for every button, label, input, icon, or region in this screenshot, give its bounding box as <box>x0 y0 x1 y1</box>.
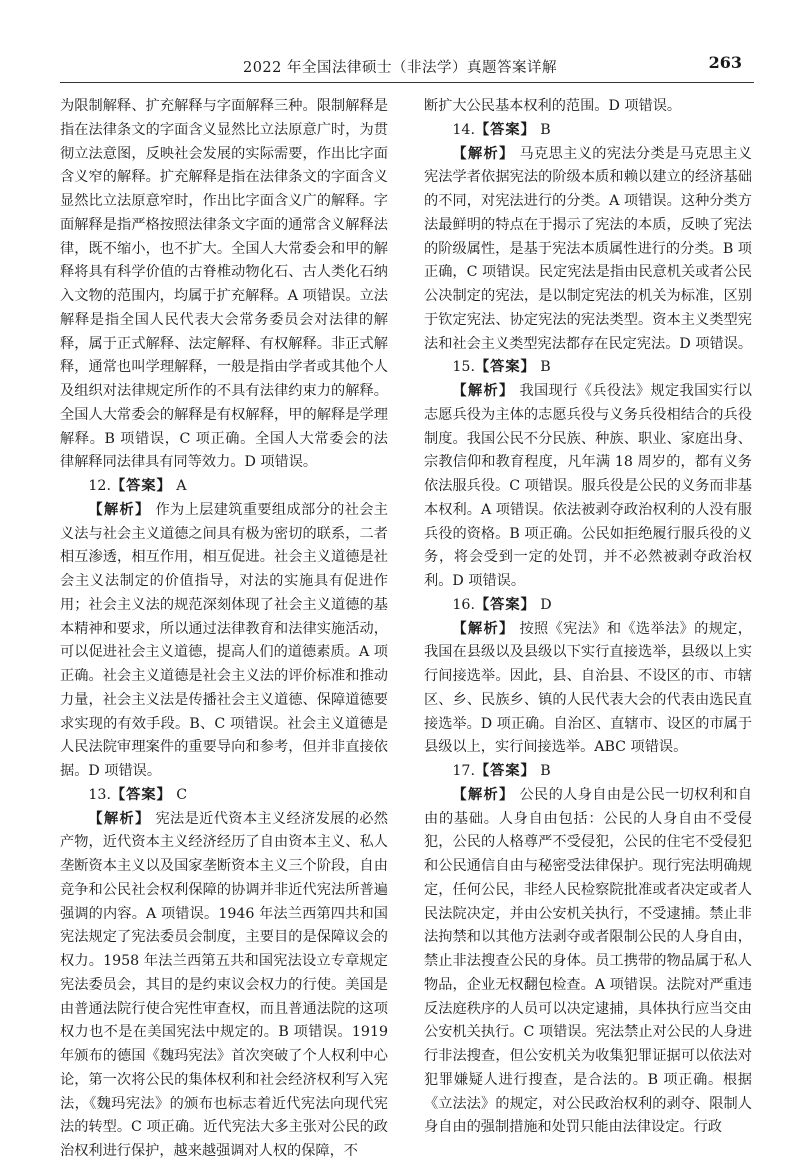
answer-line: 13.【答案】 C <box>88 786 188 803</box>
paragraph <box>424 95 752 119</box>
analysis-tag: 【解析】 <box>452 786 515 803</box>
answer-line: 17.【答案】 B <box>452 763 551 779</box>
page-header <box>0 0 800 80</box>
analysis-paragraph <box>424 618 752 761</box>
analysis-tag: 【解析】 <box>88 501 151 518</box>
answer-line: 15.【答案】 B <box>452 359 551 376</box>
analysis-paragraph <box>60 808 388 1164</box>
analysis-tag: 【解析】 <box>452 145 515 162</box>
paragraph <box>60 95 388 475</box>
answer-line: 14.【答案】 B <box>452 121 551 138</box>
analysis-text: 按照《宪法》和《选举法》的规定，我国在县级以及县级以下实行直接选举，县级以上实行间接选举。因此，县、自治县、不设区的市、市辖区、乡、民族乡、镇的人民代表大会的代表由选民直接选举。D 项正确。自治区、直辖市、设区的市属于县级以上，实行间接选举。ABC 项错误。 <box>424 620 753 756</box>
answer-tag: 【答案】 <box>110 478 172 494</box>
answer-tag: 【答案】 <box>474 121 536 138</box>
answer-tag: 【答案】 <box>474 763 536 779</box>
answer-value: B <box>540 121 551 138</box>
answer-value: A <box>176 478 187 494</box>
analysis-paragraph <box>424 380 752 594</box>
analysis-text: 我国现行《兵役法》规定我国实行以志愿兵役为主体的志愿兵役与义务兵役相结合的兵役制度。我国公民不分民族、种族、职业、家庭出身、宗教信仰和教育程度，凡年满 18 周岁的，都有义务依法服兵役。C 项错误。服兵役是公民的义务而非基本权利。A 项错误。依法被剥夺政治权利的人没有服兵役的资格。B 项正确。公民如拒绝履行服兵役的义务，将会受到一定的处罚，并不必然被剥夺政治权利。D 项错误。 <box>424 383 752 589</box>
answer-value: D <box>540 596 552 613</box>
left-column <box>60 95 388 1159</box>
answer-value: B <box>540 763 551 779</box>
paragraph-text: 为限制解释、扩充解释与字面解释三种。限制解释是指在法律条文的字面含义显然比立法原意广时，为贯彻立法意图，反映社会发展的实际需要，作出比字面含义窄的解释。扩充解释是指在法律条文的字面含义显然比立法原意窄时，作出比字面含义广的解释。字面解释是指严格按照法律条文字面的通常含义解释法律，既不缩小，也不扩大。全国人大常委会和甲的解释将具有科学价值的古脊椎动物化石、古人类化石纳入文物的范围内，均属于扩充解释。A 项错误。立法解释是指全国人民代表大会常务委员会对法律的解释，属于正式解释、法定解释、有权解释。非正式解释，通常也叫学理解释，一般是指由学者或其他个人及组织对法律规定所作的不具有法律约束力的解释。全国人大常委会的解释是有权解释，甲的解释是学理解释。B 项错误，C 项正确。全国人大常委会的法律解释同法律具有同等效力。D 项错误。 <box>60 98 388 471</box>
page-number: 263 <box>708 53 742 72</box>
right-column <box>424 95 752 1145</box>
header-rule <box>60 82 754 83</box>
answer-line: 16.【答案】 D <box>452 596 552 613</box>
analysis-paragraph <box>60 499 388 784</box>
answer-value: B <box>540 359 551 376</box>
analysis-text: 马克思主义的宪法分类是马克思主义宪法学者依据宪法的阶级本质和赖以建立的经济基础的不同，对宪法进行的分类。A 项错误。这种分类方法最鲜明的特点在于揭示了宪法的本质，反映了宪法的阶级属性，是基于宪法本质属性进行的分类。B 项正确，C 项错误。民定宪法是指由民意机关或者公民公决制定的宪法，是以制定宪法的机关为标准，区别于钦定宪法、协定宪法的宪法类型。资本主义类型宪法和社会主义类型宪法都存在民定宪法。D 项错误。 <box>424 145 753 352</box>
answer-value: C <box>176 786 188 803</box>
answer-tag: 【答案】 <box>110 786 172 803</box>
analysis-text: 宪法是近代资本主义经济发展的必然产物，近代资本主义经济经历了自由资本主义、私人垄断资本主义以及国家垄断资本主义三个阶段，自由竞争和公民社会权利保障的协调并非近代宪法所普遍强调的内容。A 项错误。1946 年法兰西第四共和国宪法规定了宪法委员会制度，主要目的是保障议会的权力。1958 年法兰西第五共和国宪法设立专章规定宪法委员会，其目的是约束议会权力的行使。美国是由普通法院行使合宪性审查权，而且普通法院的这项权力也不是在美国宪法中规定的。B 项错误。1919 年颁布的德国《魏玛宪法》首次突破了个人权利中心论，第一次将公民的集体权利和社会经济权利写入宪法，《魏玛宪法》的颁布也标志着近代宪法向现代宪法的转型。C 项正确。近代宪法大多主张对公民的政治权利进行保护，越来越强调对人权的保障，不 <box>60 810 388 1159</box>
analysis-text: 公民的人身自由是公民一切权利和自由的基础。人身自由包括：公民的人身自由不受侵犯，公民的人格尊严不受侵犯，公民的住宅不受侵犯和公民通信自由与秘密受法律保护。现行宪法明确规定，任何公民，非经人民检察院批准或者决定或者人民法院决定，并由公安机关执行，不受逮捕。禁止非法拘禁和以其他方法剥夺或者限制公民的人身自由，禁止非法搜查公民的身体。员工携带的物品属于私人物品，企业无权翻包检查。A 项错误。法院对严重违反法庭秩序的人员可以决定逮捕，具体执行应当交由公安机关执行。C 项错误。宪法禁止对公民的人身进行非法搜查，但公安机关为收集犯罪证据可以依法对犯罪嫌疑人进行搜查，是合法的。B 项正确。根据《立法法》的规定，对公民政治权利的剥夺、限制人身自由的强制措施和处罚只能由法律设定。行政 <box>424 786 752 1136</box>
answer-tag: 【答案】 <box>474 596 536 613</box>
analysis-tag: 【解析】 <box>452 383 515 399</box>
answer-line: 12.【答案】 A <box>88 478 187 494</box>
analysis-tag: 【解析】 <box>452 620 515 637</box>
analysis-paragraph <box>424 143 752 357</box>
answer-tag: 【答案】 <box>474 359 536 376</box>
analysis-tag: 【解析】 <box>88 810 151 827</box>
paragraph-text: 断扩大公民基本权利的范围。D 项错误。 <box>424 98 682 114</box>
analysis-text: 作为上层建筑重要组成部分的社会主义法与社会主义道德之间具有极为密切的联系，二者相互渗透，相互作用，相互促进。社会主义道德是社会主义法制定的价值指导，对法的实施具有促进作用；社会主义法的规范深刻体现了社会主义道德的基本精神和要求，所以通过法律教育和法律实施活动，可以促进社会主义道德，提高人们的道德素质。A 项正确。社会主义道德是社会主义法的评价标准和推动力量，社会主义法是传播社会主义道德、保障道德要求实现的有效手段。B、C 项错误。社会主义道德是人民法院审理案件的重要导向和参考，但并非直接依据。D 项错误。 <box>60 501 388 779</box>
body-columns <box>60 95 762 1159</box>
analysis-paragraph <box>424 784 752 1140</box>
running-title: 2022 年全国法律硕士（非法学）真题答案详解 <box>242 60 557 76</box>
